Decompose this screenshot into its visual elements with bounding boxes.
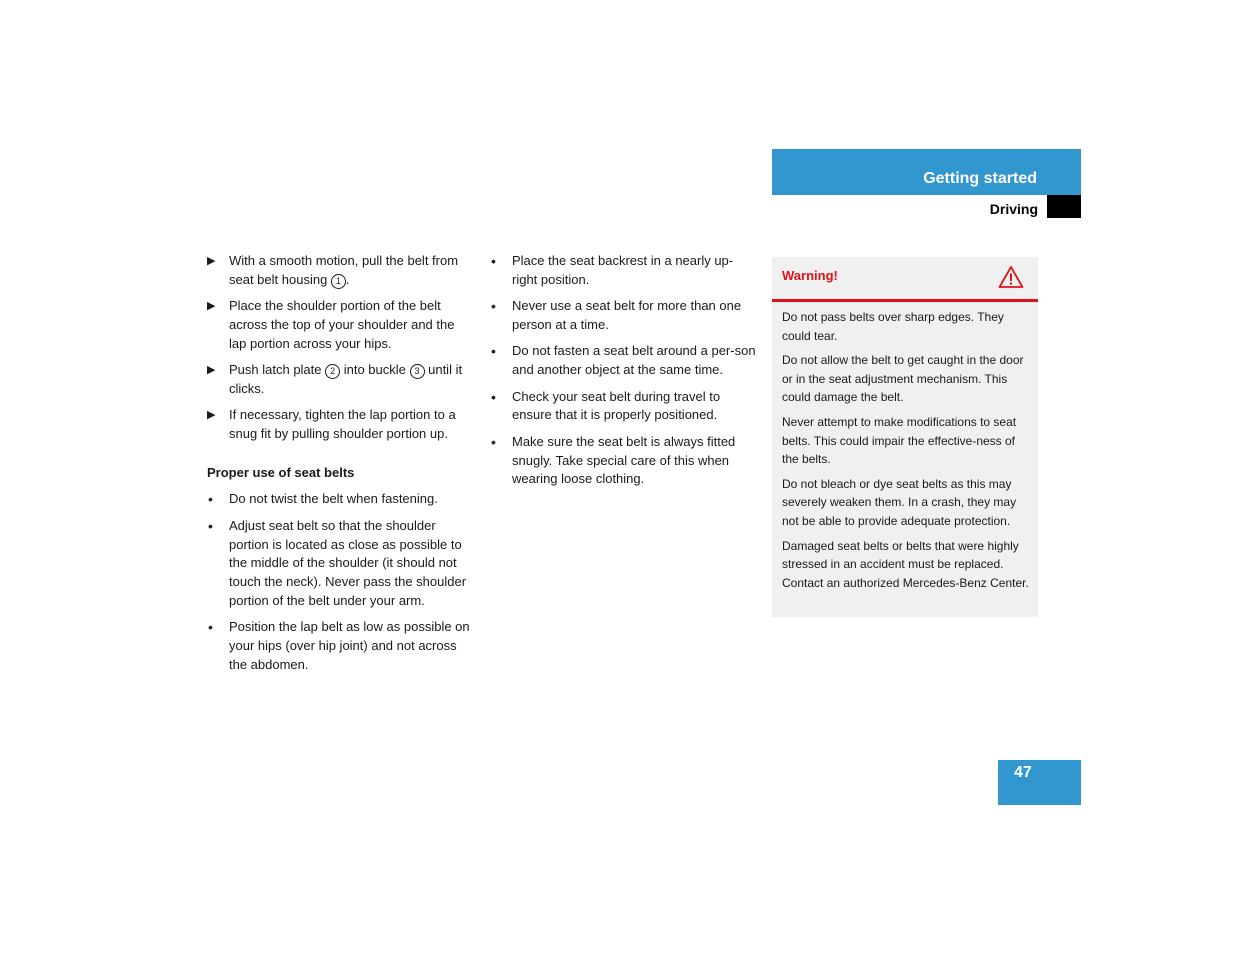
- warning-title: Warning!: [782, 268, 838, 283]
- list-item: • Do not fasten a seat belt around a per-son and another object at the same time.: [491, 343, 756, 378]
- warning-triangle-icon: [998, 265, 1024, 289]
- bullet-icon: •: [491, 433, 496, 450]
- warning-paragraph: Never attempt to make modifications to seat belts. This could impair the effective-ness of the belts.: [782, 414, 1017, 467]
- bullet-icon: •: [208, 491, 213, 508]
- instruction-step: ▶ Push latch plate 2 into buckle 3 until it clicks.: [207, 362, 463, 396]
- warning-body: [772, 302, 1038, 592]
- subsection-title: Driving: [989, 201, 1038, 217]
- list-item: • Place the seat backrest in a nearly up-right position.: [491, 253, 734, 287]
- page-number: 47: [1014, 764, 1032, 781]
- bullet-icon: •: [208, 619, 213, 636]
- list-item: • Position the lap belt as low as possible on your hips (over hip joint) and not across the abdomen.: [208, 619, 470, 672]
- list-item: • Adjust seat belt so that the shoulder portion is located as close as possible to the middle of the shoulder (it should not touch the neck). Never pass the shoulder portion of the belt under your arm.: [208, 517, 467, 608]
- warning-paragraph: Do not bleach or dye seat belts as this may severely weaken them. In a crash, they may not be able to provide adequate protection.: [782, 476, 1017, 528]
- instruction-step: ▶ Place the shoulder portion of the belt across the top of your shoulder and the lap portion across your hips.: [207, 298, 455, 351]
- warning-paragraph: Do not pass belts over sharp edges. They could tear.: [782, 310, 1004, 343]
- left-column: [207, 252, 473, 682]
- instruction-step: ▶ With a smooth motion, pull the belt from seat belt housing 1 .: [207, 253, 459, 287]
- warning-paragraph: Damaged seat belts or belts that were highly stressed in an accident must be replaced. Contact an authorized Mercedes-Benz Center.: [782, 538, 1029, 590]
- callout-number: 3: [410, 364, 425, 379]
- arrow-bullet-icon: ▶: [207, 300, 216, 313]
- section-tab-marker: [1047, 195, 1081, 218]
- bullet-icon: •: [491, 298, 496, 315]
- instruction-step: ▶ If necessary, tighten the lap portion to a snug fit by pulling shoulder portion up.: [207, 407, 456, 442]
- arrow-bullet-icon: ▶: [207, 409, 216, 422]
- section-header-bar: [772, 149, 1081, 195]
- list-item: • Make sure the seat belt is always fitted snugly. Take special care of this when wearing loose clothing.: [491, 433, 736, 487]
- warning-paragraph: Do not allow the belt to get caught in the door or in the seat adjustment mechanism. This could damage the belt.: [782, 353, 1024, 405]
- callout-number: 2: [325, 364, 340, 379]
- list-item: • Do not twist the belt when fastening.: [208, 491, 438, 508]
- section-title: Getting started: [923, 170, 1037, 187]
- arrow-bullet-icon: ▶: [207, 364, 216, 377]
- middle-column: [490, 252, 758, 497]
- arrow-bullet-icon: ▶: [207, 255, 216, 267]
- bullet-icon: •: [491, 343, 496, 360]
- bullet-icon: •: [491, 388, 496, 405]
- callout-number: 1: [331, 274, 346, 289]
- list-item: • Never use a seat belt for more than one person at a time.: [491, 298, 742, 332]
- subheading: Proper use of seat belts: [207, 464, 355, 480]
- warning-header: [772, 257, 1038, 302]
- page-number-box: [998, 760, 1081, 805]
- warning-box: [772, 257, 1038, 617]
- bullet-icon: •: [491, 253, 496, 269]
- list-item: • Check your seat belt during travel to ensure that it is properly positioned.: [491, 388, 721, 423]
- bullet-icon: •: [208, 517, 213, 534]
